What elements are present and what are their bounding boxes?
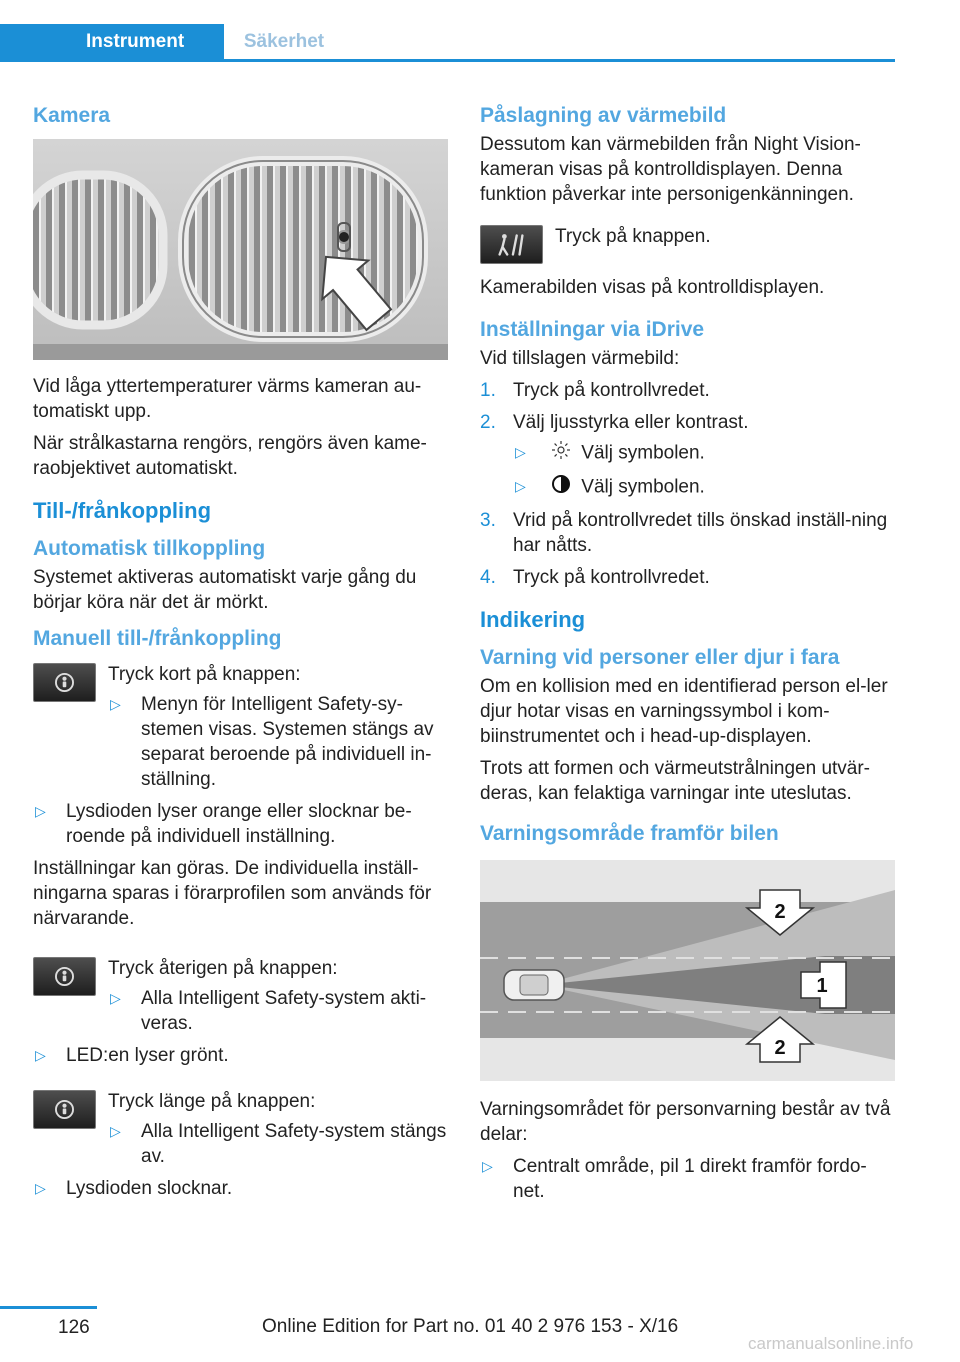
list-item: ▷ Alla Intelligent Safety-system akti-veras. [108,986,448,1036]
arrow-top-label: 2 [774,901,786,923]
para-settings: Inställningar kan göras. De individuella inställ-ningarna sparas i förarprofilen som används för närvarande. [33,858,432,929]
list-item: 3. Vrid på kontrollvredet tills önskad inställ-ning har nåtts. [480,510,888,556]
list-item: ▷ Lysdioden lyser orange eller slocknar be-roende på individuell inställning. [33,799,448,849]
contrast-icon [546,474,576,501]
intelligent-safety-button-icon [33,957,96,996]
brightness-icon [546,440,576,467]
car-icon [504,970,564,1000]
list-item: ▷ Centralt område, pil 1 direkt framför fordo-net. [480,1154,895,1204]
para-kamerabild: Kamerabilden visas på kontrolldisplayen. [480,277,825,298]
tab-sakerhet[interactable]: Säkerhet [243,31,325,52]
night-vision-button-icon [480,225,543,264]
intelligent-safety-button-icon [33,1090,96,1129]
para-automatic: Systemet aktiveras automatiskt varje gång du börjar köra när det är mörkt. [33,567,417,613]
list-item: ▷ Alla Intelligent Safety-system stängs av. [108,1119,448,1169]
list-item: 1. Tryck på kontrollvredet. [480,380,710,401]
para-varning-2: Trots att formen och värmeutstrålningen utvär-deras, kan felaktiga varningar inte uteslutas. [480,758,871,804]
heading-till-frankoppling: Till-/frånkoppling [33,498,212,523]
heading-paslagning: Påslagning av värmebild [480,104,727,127]
left-column [33,100,448,1208]
heading-varningsomrade: Varningsområde framför bilen [480,822,779,845]
omrade-list [480,1154,895,1204]
para-idrive: Vid tillslagen värmebild: [480,348,680,369]
heading-kamera: Kamera [33,104,111,127]
long-press-list [108,1119,448,1169]
arrow-bottom-label: 2 [774,1037,786,1059]
press-again-text: Tryck återigen på knappen: [108,958,338,979]
page-number: 126 [58,1317,90,1338]
list-item: 2. Välj ljusstyrka eller kontrast. ▷ Välj symbolen. ▷ Välj symbolen. [480,410,895,501]
led-green-list [33,1043,448,1068]
para-cleaning: När strålkastarna rengörs, rengörs även kame-raobjektivet automatiskt. [33,433,427,479]
heading-automatisk-tillkoppling: Automatisk tillkoppling [33,537,266,560]
short-press-list [108,692,448,792]
watermark: carmanualsonline.info [748,1334,914,1353]
list-item: ▷ Välj symbolen. [513,440,895,467]
para-temperature: Vid låga yttertemperaturer värms kameran au-tomatiskt upp. [33,376,422,422]
led-off-list [33,1176,448,1201]
heading-manuell: Manuell till-/frånkoppling [33,627,282,650]
night-vision-text: Tryck på knappen. [555,226,711,247]
warning-zone-diagram [480,860,895,1081]
short-press-text: Tryck kort på knappen: [108,664,301,685]
camera-grille-photo [33,139,448,360]
list-item: ▷ Menyn för Intelligent Safety-sy-stemen visas. Systemen stängs av separat beroende på individuell in-ställning. [108,692,448,792]
list-item: ▷ LED:en lyser grönt. [33,1043,448,1068]
list-item: ▷ Välj symbolen. [513,474,895,501]
button-row-night-vision [480,221,895,261]
heading-idrive: Inställningar via iDrive [480,318,705,341]
button-row-long-press [33,1086,448,1169]
idrive-steps [480,378,895,590]
list-item: 4. Tryck på kontrollvredet. [480,567,710,588]
right-column [480,100,895,1211]
page-number-rule [0,1306,97,1309]
heading-varning: Varning vid personer eller djur i fara [480,646,840,669]
arrow-mid-label: 1 [816,975,828,997]
list-item: ▷ Lysdioden slocknar. [33,1176,448,1201]
intelligent-safety-button-icon [33,663,96,702]
para-varning-1: Om en kollision med en identifierad person el-ler djur hotar visas en varningssymbol i kom-biinstrumentet och i head-up-displayen. [480,676,888,747]
led-orange-list [33,799,448,849]
button-row-press-again [33,953,448,1036]
heading-indikering: Indikering [480,607,586,632]
tab-instrument[interactable]: Instrument [0,24,224,60]
button-row-short-press [33,659,448,792]
edition-footer: Online Edition for Part no. 01 40 2 976 153 - X/16 [262,1316,679,1337]
header-tabbar [0,24,895,62]
para-paslagning: Dessutom kan värmebilden från Night Vision-kameran visas på kontrolldisplayen. Denna funktion påverkar inte personigenkänningen. [480,134,861,205]
para-omrade: Varningsområdet för personvarning består av två delar: [480,1099,891,1145]
press-again-list [108,986,448,1036]
long-press-text: Tryck länge på knappen: [108,1091,316,1112]
symbol-sub-list [513,440,895,501]
